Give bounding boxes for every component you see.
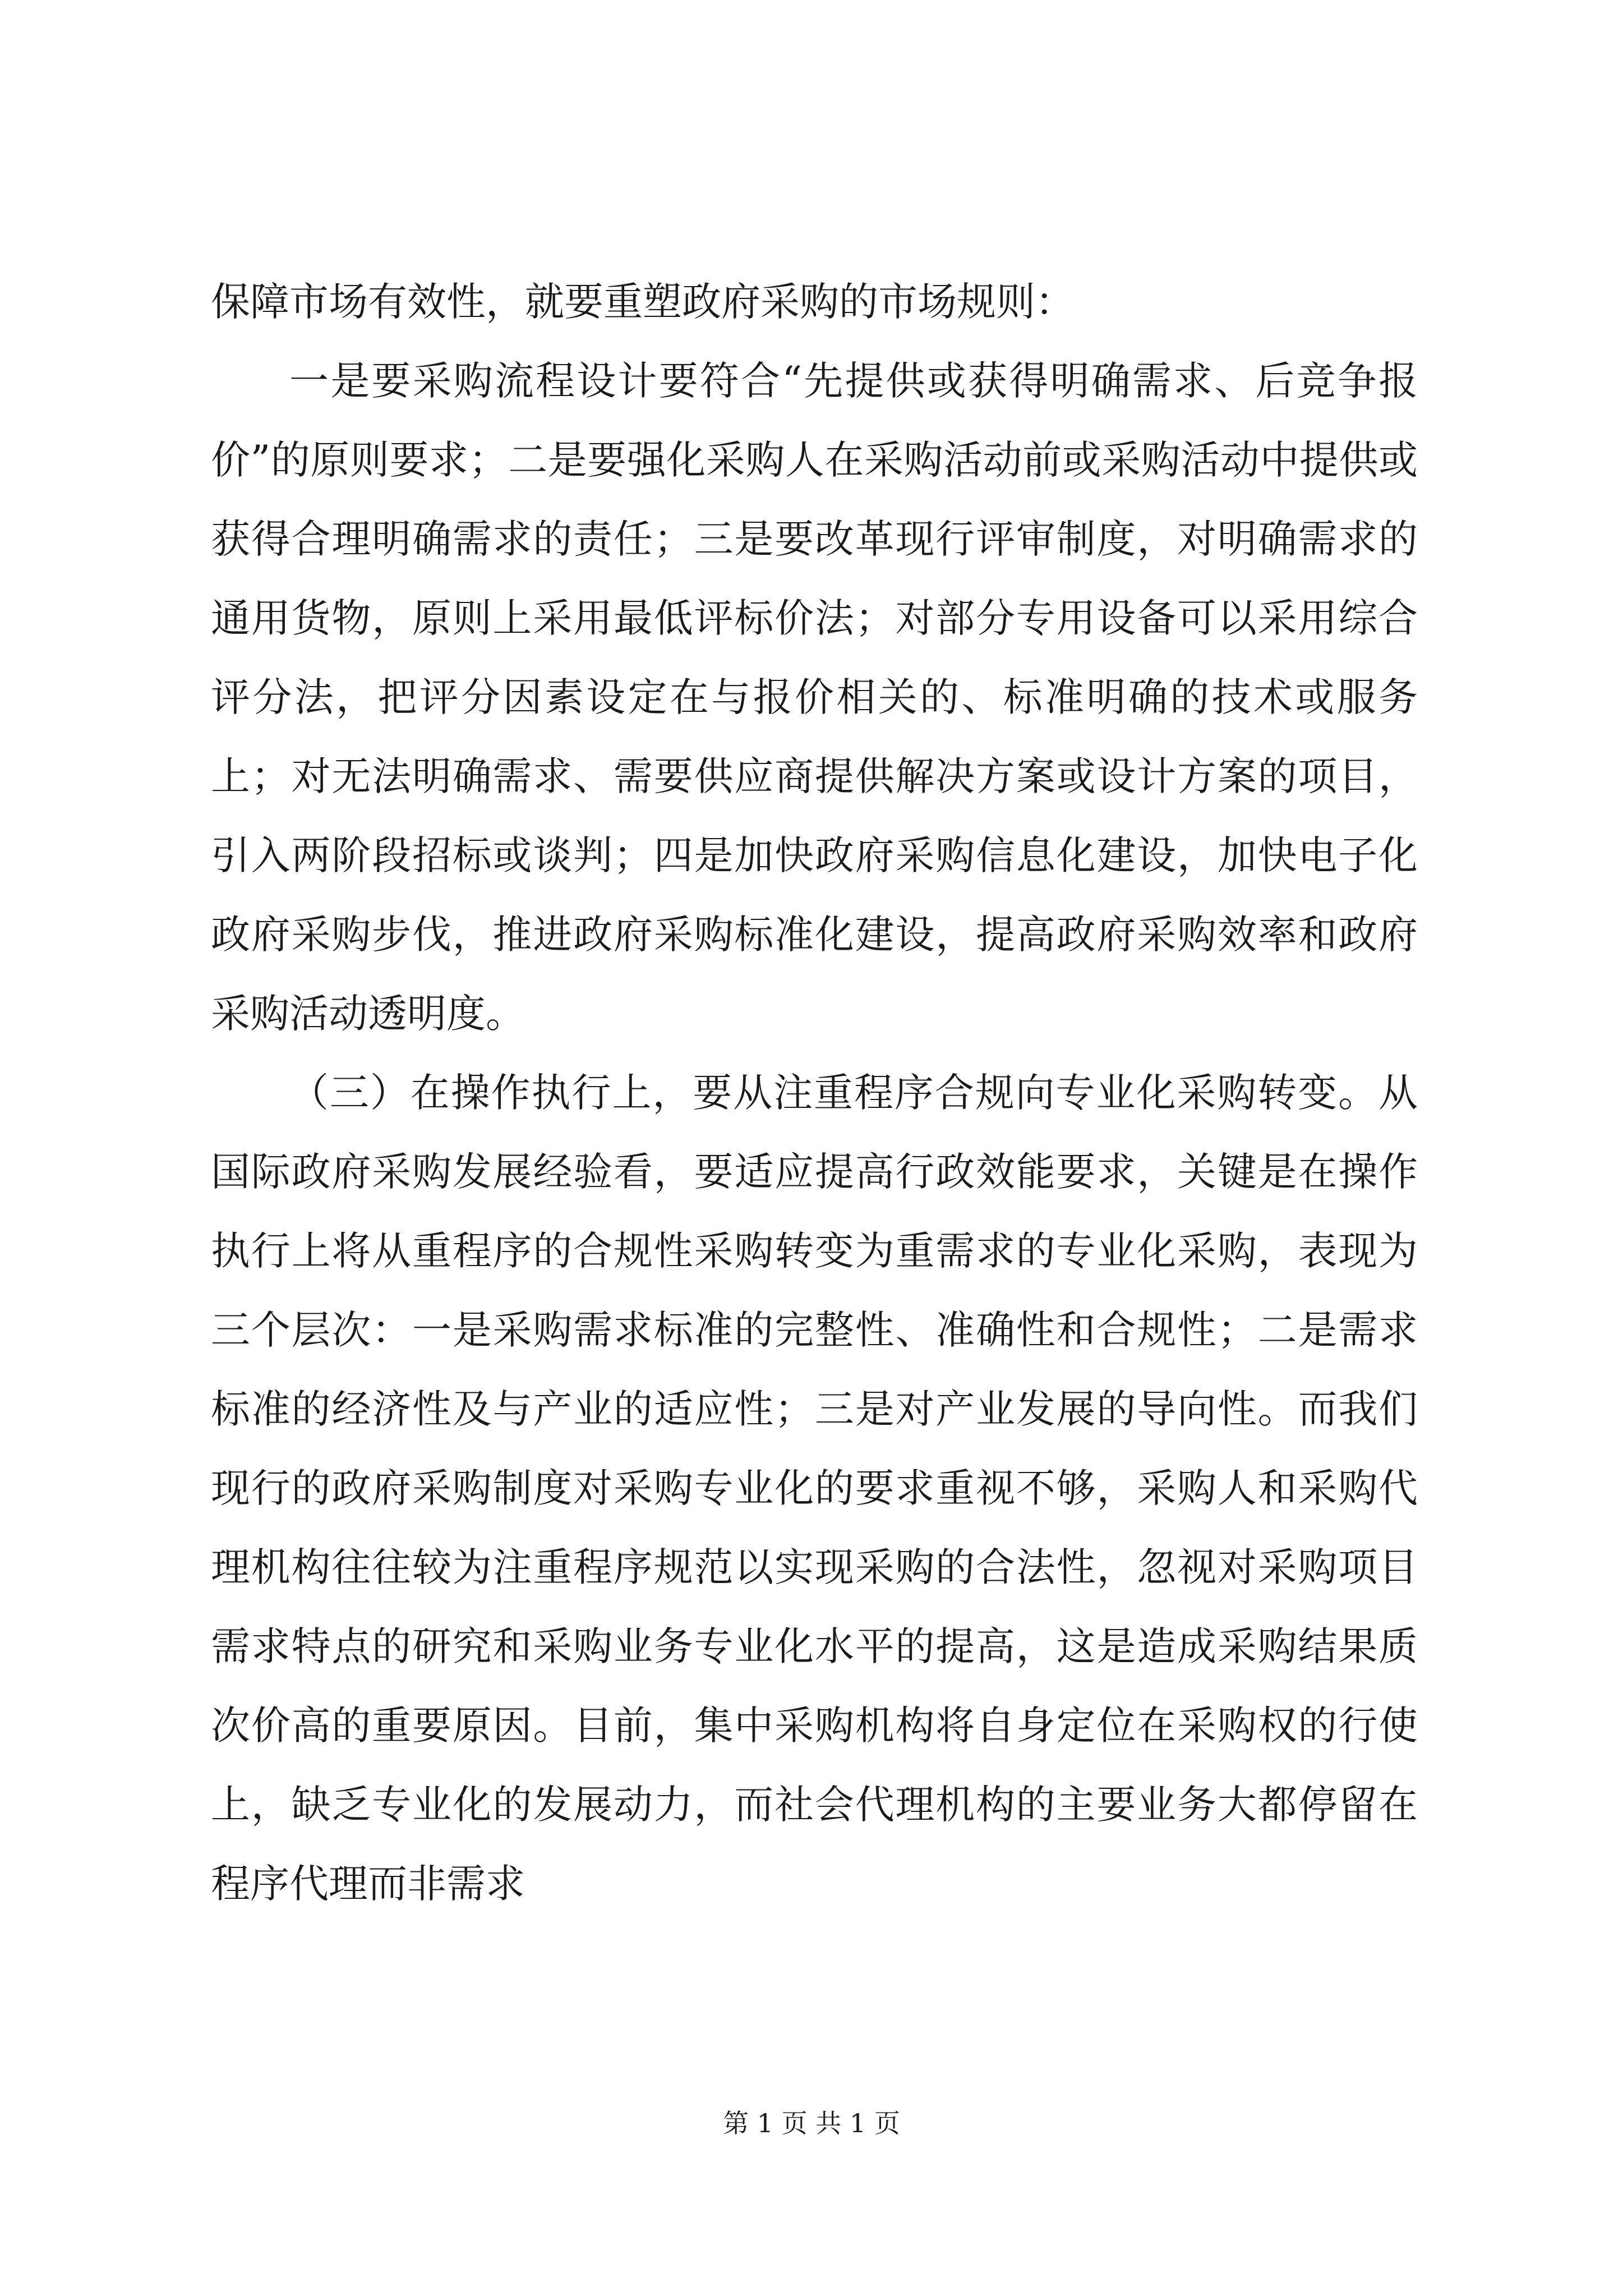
document-body (211, 263, 1418, 1924)
paragraph-3: （三）在操作执行上，要从注重程序合规向专业化采购转变。从国际政府采购发展经验看，要适应提高行政效能要求，关键是在操作执行上将从重程序的合规性采购转变为重需求的专业化采购，表现为三个层次：一是采购需求标准的完整性、准确性和合规性；二是需求标准的经济性及与产业的适应性；三是对产业发展的导向性。而我们现行的政府采购制度对采购专业化的要求重视不够，采购人和采购代理机构往往较为注重程序规范以实现采购的合法性，忽视对采购项目需求特点的研究和采购业务专业化水平的提高，这是造成采购结果质次价高的重要原因。目前，集中采购机构将自身定位在采购权的行使上，缺乏专业化的发展动力，而社会代理机构的主要业务大都停留在程序代理而非需求 (211, 1070, 1418, 1907)
page-footer: 第 1 页 共 1 页 (723, 2108, 900, 2138)
paragraph-1: 保障市场有效性，就要重塑政府采购的市场规则： (211, 279, 1075, 325)
paragraph-2: 一是要采购流程设计要符合“先提供或获得明确需求、后竞争报价”的原则要求；二是要强化采购人在采购活动前或采购活动中提供或获得合理明确需求的责任；三是要改革现行评审制度，对明确需求的通用货物，原则上采用最低评标价法；对部分专用设备可以采用综合评分法，把评分因素设定在与报价相关的、标准明确的技术或服务上；对无法明确需求、需要供应商提供解决方案或设计方案的项目，引入两阶段招标或谈判；四是加快政府采购信息化建设，加快电子化政府采购步伐，推进政府采购标准化建设，提高政府采购效率和政府采购活动透明度。 (211, 358, 1418, 1037)
